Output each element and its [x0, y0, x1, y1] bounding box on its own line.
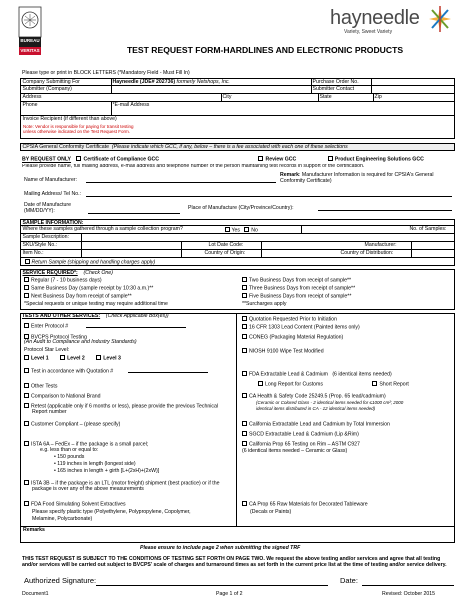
test-ca-rim[interactable]: California Prop 65 Testing on Rim – ASTM C927 [242, 441, 360, 448]
return-sample-row [20, 258, 455, 266]
service-option-same-day[interactable]: Same Business Day (sample receipt by 10:30 a.m.)** [24, 285, 168, 293]
footer-page: Page 1 of 2 [216, 591, 243, 597]
tests-divider [236, 313, 237, 543]
gathered-yes-label: Yes [231, 227, 240, 233]
test-comparison[interactable]: Comparison to National Brand [24, 393, 101, 400]
service-option-next-day[interactable]: Next Business Day from receipt of sample** [24, 293, 168, 301]
level-3-label: Level 3 [103, 355, 121, 362]
zip-label: Zip [374, 94, 382, 100]
date-of-manufacture-field[interactable] [88, 209, 180, 214]
tests-heading-wrap [22, 314, 169, 320]
sample-gathered-row [20, 226, 455, 234]
protocol-star-levels [24, 355, 121, 362]
service-option-two-day[interactable]: Two Business Days from receipt of sample** [242, 277, 355, 285]
place-of-manufacture-field[interactable] [318, 206, 452, 211]
contact-field[interactable] [371, 86, 456, 93]
service-heading: SERVICE REQUIRED*: [22, 270, 78, 276]
service-box [20, 269, 455, 310]
test-bvcps-protocol[interactable]: BVCPS Protocol Testing [24, 334, 87, 341]
quotation-number-field[interactable] [128, 368, 208, 373]
signature-field[interactable] [96, 578, 328, 586]
company-row [20, 78, 455, 86]
long-report-label: Long Report for Customs [265, 381, 323, 388]
bureau-veritas-badge [18, 6, 42, 56]
test-other[interactable]: Other Tests [24, 383, 57, 390]
test-fda-styrene[interactable]: FDA Food Simulating Solvent Extractives [24, 501, 126, 508]
service-option-regular[interactable]: Regular (7 - 10 business days) [24, 277, 168, 285]
service-check-one: (Check One) [83, 270, 113, 276]
service-option-five-day[interactable]: Five Business Days from receipt of sample** [242, 293, 355, 301]
customer-compliant-checkbox[interactable] [24, 421, 29, 426]
gcc-review-label: Review GCC [265, 156, 297, 163]
sample-description-row [20, 234, 455, 242]
hayneedle-logo [330, 7, 455, 39]
protocol-star-label: Protocol Star Level: [24, 347, 70, 353]
company-value[interactable] [111, 79, 311, 85]
test-lead-content[interactable]: 16 CFR 1303 Lead Content (Painted items only) [242, 324, 360, 331]
submitter-row [20, 86, 455, 94]
short-report-label: Short Report [379, 381, 409, 388]
enter-protocol-checkbox[interactable] [24, 323, 29, 328]
hayneedle-tagline: Variety, Sweet Variety [344, 29, 393, 35]
cpsia-heading-row [20, 143, 455, 151]
tests-heading: TESTS AND OTHER SERVICES: [22, 313, 101, 319]
test-quotation-requested[interactable]: Quotation Requested Prior to Initiation [242, 316, 337, 323]
page-note: Please ensure to include page 2 when submitting the signed TRF [140, 545, 301, 551]
footer-document: Document1 [22, 591, 49, 597]
manufacturer-label: Manufacturer: [364, 242, 397, 248]
by-request-only: BY REQUEST ONLY [22, 156, 72, 163]
terms-text: THIS TEST REQUEST IS SUBJECT TO THE CONDITIONS OF TESTING SET FORTH ON PAGE TWO. We request the above testing and/or services and agree that all testing and/or services will be carried out subject to BVCPS' scale of charges and turnaround times as set forth in the current price list at the time of testing and/or service delivery. [22, 556, 447, 569]
sample-gathered-label: Where these samples gathered through a sample collection program? [22, 226, 183, 232]
address-row [20, 94, 455, 102]
footer-revised: Revised: October 2015 [382, 591, 436, 597]
test-ca-raw[interactable]: CA Prop 65 Raw Materials for Decorated Tableware [242, 501, 368, 508]
sku-row [20, 242, 455, 250]
date-field[interactable] [362, 578, 454, 586]
other-tests-checkbox[interactable] [24, 383, 29, 388]
gathered-no-label: No [251, 227, 258, 233]
test-niosh[interactable]: NIOSH 9100 Wipe Test Modified [242, 348, 324, 355]
protocol-number-field[interactable] [86, 323, 186, 328]
po-label: Purchase Order No. [312, 79, 359, 85]
form-title: TEST REQUEST FORM-HARDLINES AND ELECTRONIC PRODUCTS [126, 45, 404, 55]
sku-label: SKU/Style No.: [22, 242, 58, 248]
fda-lead-note: (6 identical items needed) [332, 371, 392, 378]
comparison-checkbox[interactable] [24, 393, 29, 398]
remark-label: Remark [280, 172, 300, 178]
ista6a-eg: e.g. less than or equal to: [40, 447, 99, 453]
bv-text-veritas: VERITAS [20, 48, 40, 53]
fda-styrene-checkbox[interactable] [24, 501, 29, 506]
state-label: State [319, 94, 332, 100]
test-fda-lead[interactable]: FDA Extractable Lead & Cadmium (6 identical items needed) [242, 371, 392, 378]
sample-description-label: Sample Description: [22, 234, 69, 240]
email-label: *E-mail Address [112, 102, 150, 108]
test-ista6a[interactable]: ISTA 6A – FedEx – if the package is a small parcel; [24, 441, 148, 448]
ca-raw-sub: (Decals or Paints) [250, 509, 292, 515]
contact-label: Submitter Contact [312, 86, 355, 92]
company-former-name: formerly Netshops, Inc. [176, 79, 230, 85]
mailing-address-field[interactable] [86, 192, 452, 197]
gcc-review-checkbox[interactable] [258, 156, 263, 161]
ista6a-checkbox[interactable] [24, 441, 29, 446]
remark-text: : Manufacturer Information is required for CPSIA's General Conformity Certificate) [280, 172, 434, 184]
ca-raw-checkbox[interactable] [242, 501, 247, 506]
return-sample-checkbox[interactable] [25, 259, 30, 264]
test-customer-compliant[interactable]: Customer Compliant – (please specify) [24, 421, 120, 428]
bvcps-protocol-sub: (An Audit to Compliance and Industry Standards) [24, 339, 137, 345]
address-label: Address [22, 94, 42, 100]
manufacturer-name-label: Name of Manufacturer: [24, 177, 78, 183]
intro-instructions: Please type or print in BLOCK LETTERS (*Mandatory Field - Must Fill In) [22, 70, 190, 76]
return-sample-label: Return Sample (shipping and handling charges apply) [31, 259, 156, 265]
company-name: Hayneedle (JDE# 202736) [112, 79, 176, 85]
invoice-row [20, 116, 455, 139]
date-of-manufacture-label: Date of Manufacture (MM/DD/YY): [24, 202, 72, 214]
gathered-no-checkbox[interactable] [244, 227, 249, 232]
num-samples-label: No. of Samples: [409, 226, 447, 232]
remarks-box[interactable] [20, 526, 455, 543]
test-enter-protocol[interactable]: Enter Protocol # [24, 323, 68, 330]
country-origin-label: Country of Origin: [204, 250, 246, 256]
signature-label: Authorized Signature: [24, 576, 97, 585]
gcc-engineering-checkbox[interactable] [328, 156, 333, 161]
submitter-field[interactable] [111, 86, 311, 93]
level-1-checkbox[interactable] [24, 355, 29, 360]
test-quotation[interactable]: Test in accordance with Quotation # [24, 368, 113, 375]
level-2-label: Level 2 [67, 355, 85, 362]
service-note-surcharge: **Surcharges apply [242, 301, 287, 307]
po-field[interactable] [371, 79, 456, 85]
cpsia-provide-note: Please provide name, full mailing address, e-mail address and telephone number of the person maintaining test records in support of the certification. [22, 164, 365, 169]
quotation-requested-checkbox[interactable] [242, 316, 247, 321]
invoice-note-2: unless otherwise indicated on the Test Request Form. [23, 129, 130, 134]
ca-prop65-sub-1: (Ceramic or Colored Glass - 2 identical items needed for ≤1000 cm²; 2000 [256, 400, 404, 405]
ista3b-checkbox[interactable] [24, 480, 29, 485]
service-option-three-day[interactable]: Three Business Days from receipt of sample** [242, 285, 355, 293]
long-report-checkbox[interactable] [258, 381, 263, 386]
niosh-checkbox[interactable] [242, 348, 247, 353]
report-options [258, 381, 409, 388]
test-ca-prop65[interactable]: CA Health & Safety Code 25249.5 (Prop. 65 lead/cadmium) [242, 393, 386, 400]
service-note-special: *Special requests or unique testing may require additional time [24, 301, 168, 307]
phone-row [20, 102, 455, 116]
country-distribution-label: Country of Distribution: [340, 250, 394, 256]
short-report-checkbox[interactable] [372, 381, 377, 386]
bv-text-bureau: BUREAU [20, 38, 40, 43]
retest-checkbox[interactable] [24, 403, 29, 408]
test-ca-immersion[interactable]: California Extractable Lead and Cadmium by Total Immersion [242, 421, 390, 428]
ca-prop65-sub-2: identical items distributed in CA - 12 identical items needed) [256, 406, 376, 411]
gathered-yes-checkbox[interactable] [225, 227, 230, 232]
mailing-address-label: Mailing Address/ Tel No.: [24, 191, 81, 197]
submitter-label: Submitter (Company) [22, 86, 72, 92]
lead-content-checkbox[interactable] [242, 324, 247, 329]
remarks-label: Remarks [23, 527, 45, 533]
ista6a-bullet-2: • 119 inches in length (longest side) [54, 461, 136, 467]
item-no-label: Item No.: [22, 250, 44, 256]
company-label: Company Submitting For [22, 79, 80, 85]
cpsia-remark [280, 173, 452, 185]
hayneedle-star-icon [427, 5, 453, 33]
ca-rim-checkbox[interactable] [242, 441, 247, 446]
test-coneg[interactable]: CONEG (Packaging Material Regulation) [242, 334, 343, 341]
level-3-checkbox[interactable] [96, 355, 101, 360]
cpsia-options [22, 156, 452, 163]
fda-styrene-sub-1: Please specify plastic type (Polyethylene, Polypropylene, Copolymer, [32, 509, 191, 515]
fda-lead-checkbox[interactable] [242, 371, 247, 376]
quotation-test-checkbox[interactable] [24, 368, 29, 373]
lot-date-label: Lot Date Code: [208, 242, 244, 248]
level-2-checkbox[interactable] [60, 355, 65, 360]
hayneedle-wordmark: hayneedle [330, 7, 420, 29]
gcc-certificate-checkbox[interactable] [76, 156, 81, 161]
test-sgcd[interactable]: SGCD Extractable Lead & Cadmium (Lip &Rim) [242, 431, 359, 438]
sample-heading-row [20, 219, 455, 226]
level-1-label: Level 1 [31, 355, 49, 362]
gcc-certificate-label: Certificate of Compliance GCC [83, 156, 159, 163]
fda-styrene-sub-2: Melamine, Polycarbonate) [32, 516, 93, 522]
sgcd-checkbox[interactable] [242, 431, 247, 436]
ca-immersion-checkbox[interactable] [242, 421, 247, 426]
date-label: Date: [340, 576, 358, 585]
cpsia-heading: CPSIA General Conformity Certificate [22, 144, 109, 150]
place-of-manufacture-label: Place of Manufacture (City/Province/Country): [188, 205, 294, 211]
cpsia-heading-note: (Please indicate which GCC, if any, below – there is a fee associated with each one of these selections [111, 144, 348, 150]
ista6a-bullet-1: • 150 pounds [54, 454, 85, 460]
gcc-engineering-label: Product Engineering Solutions GCC [334, 156, 424, 163]
city-label: City [222, 94, 232, 100]
tests-check-applicable: (Check Applicable Box(es)) [105, 313, 169, 319]
ista6a-bullet-3: • 165 inches in length + girth [L+(2xH)+(2xW)] [54, 468, 160, 474]
test-retest[interactable]: Retest (applicable only if 6 months or less), please provide the previous Technical Report number [24, 403, 232, 416]
sample-heading: SAMPLE INFORMATION: [22, 220, 84, 225]
ca-prop65-checkbox[interactable] [242, 393, 247, 398]
manufacturer-name-field[interactable] [86, 178, 276, 183]
ca-rim-sub: (6 identical items needed – Ceramic or Glass) [242, 448, 348, 454]
invoice-note-1: Note: Vendor is responsible for paying for transit testing [23, 124, 134, 129]
invoice-label: Invoice Recipient (if different than above) [22, 116, 117, 122]
test-ista3b[interactable]: ISTA 3B – if the package is an LTL (motor freight) shipment (best practice) or if the package is over any of the above measurements [24, 480, 234, 493]
phone-label: Phone [22, 102, 38, 108]
item-row [20, 250, 455, 258]
coneg-checkbox[interactable] [242, 334, 247, 339]
